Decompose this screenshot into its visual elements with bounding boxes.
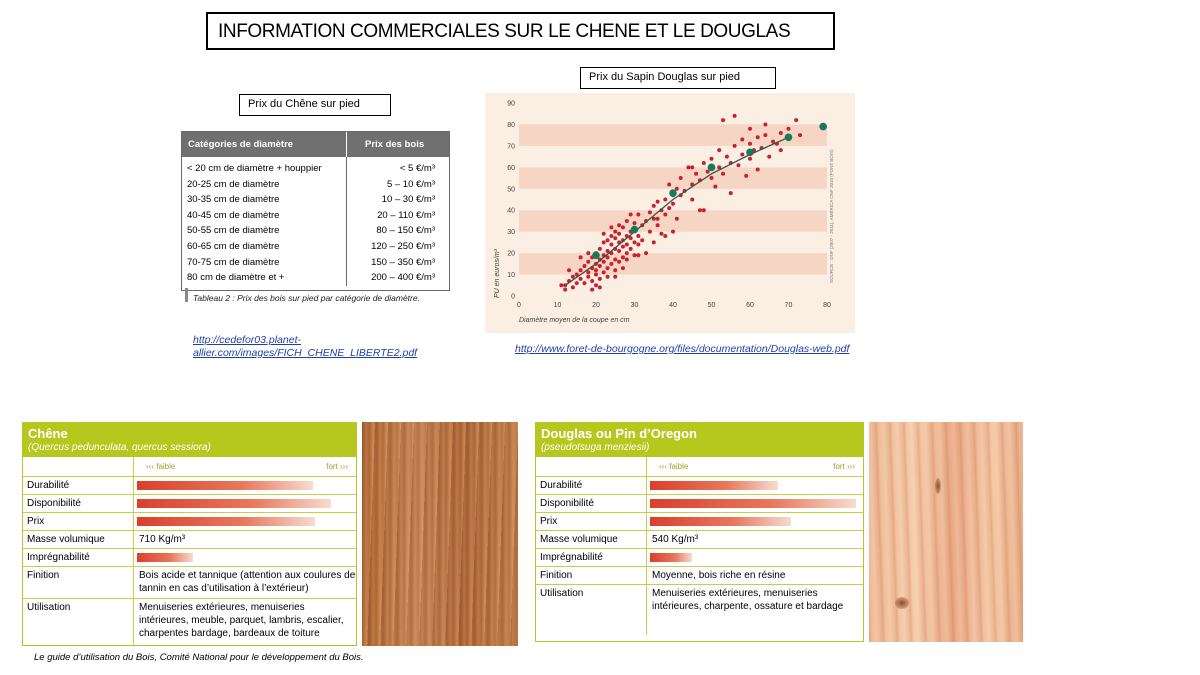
data-point bbox=[582, 264, 586, 268]
prop-label: Finition bbox=[23, 567, 134, 598]
data-point bbox=[579, 268, 583, 272]
data-point bbox=[606, 238, 610, 242]
data-point bbox=[559, 283, 563, 287]
wood-knot bbox=[895, 597, 909, 609]
data-point bbox=[748, 142, 752, 146]
data-point bbox=[571, 285, 575, 289]
mean-point bbox=[592, 251, 600, 259]
scale-row bbox=[536, 457, 863, 477]
data-point bbox=[617, 223, 621, 227]
table-header bbox=[182, 132, 449, 157]
finish-value: Moyenne, bois riche en résine bbox=[652, 570, 786, 581]
douglas-source-link[interactable]: http://www.foret-de-bourgogne.org/files/documentation/Douglas-web.pdf bbox=[515, 343, 850, 355]
data-point bbox=[652, 204, 656, 208]
data-point bbox=[644, 251, 648, 255]
data-point bbox=[648, 210, 652, 214]
data-point bbox=[702, 161, 706, 165]
density-value: 540 Kg/m³ bbox=[652, 534, 699, 545]
y-tick-label: 20 bbox=[507, 250, 515, 258]
data-point bbox=[625, 251, 629, 255]
data-point bbox=[717, 148, 721, 152]
prop-label: Utilisation bbox=[536, 585, 647, 635]
data-point bbox=[613, 268, 617, 272]
x-tick-label: 60 bbox=[746, 302, 754, 309]
data-point bbox=[779, 148, 783, 152]
table-cell: 30-35 cm de diamètre bbox=[187, 194, 280, 206]
data-point bbox=[736, 163, 740, 167]
chene-source-link[interactable]: http://cedefor03.planet-allier.com/images/FICH_CHENE_LIBERTE2.pdf bbox=[193, 334, 418, 359]
x-tick-label: 30 bbox=[630, 302, 639, 309]
data-point bbox=[636, 234, 640, 238]
availability-bar bbox=[137, 499, 331, 508]
data-point bbox=[633, 221, 637, 225]
mean-point bbox=[669, 189, 677, 197]
data-point bbox=[675, 217, 679, 221]
data-point bbox=[733, 114, 737, 118]
data-point bbox=[621, 225, 625, 229]
data-point bbox=[598, 247, 602, 251]
table-note: Tableau 2 : Prix des bois sur pied par catégorie de diamètre. bbox=[193, 293, 420, 303]
data-point bbox=[740, 137, 744, 141]
background-band bbox=[519, 253, 827, 274]
x-tick-label: 0 bbox=[517, 302, 521, 309]
data-point bbox=[633, 253, 637, 257]
x-axis-label: Diamètre moyen de la coupe en cm bbox=[519, 317, 630, 324]
chart-source: SOURCE : ONF (2007 - 2011), AMÉRICA ONF 2010 (PONT BOIS) bbox=[829, 149, 834, 283]
data-point bbox=[748, 157, 752, 161]
data-point bbox=[594, 273, 598, 277]
data-point bbox=[629, 247, 633, 251]
douglas-wood-image bbox=[869, 422, 1023, 642]
y-tick-label: 30 bbox=[507, 229, 515, 237]
card-header bbox=[23, 423, 356, 457]
data-point bbox=[686, 165, 690, 169]
prop-label: Disponibilité bbox=[23, 495, 134, 512]
mean-point bbox=[708, 164, 716, 172]
data-point bbox=[582, 281, 586, 285]
data-point bbox=[590, 279, 594, 283]
data-point bbox=[779, 131, 783, 135]
data-point bbox=[640, 238, 644, 242]
data-point bbox=[563, 288, 567, 292]
price-bar bbox=[137, 517, 315, 526]
table-cell: 80 – 150 €/m³ bbox=[376, 225, 435, 237]
data-point bbox=[767, 155, 771, 159]
data-point bbox=[602, 260, 606, 264]
prop-label: Disponibilité bbox=[536, 495, 647, 512]
data-point bbox=[617, 260, 621, 264]
scale-low-label: ‹‹‹ faible bbox=[659, 462, 689, 471]
table-cell: < 20 cm de diamètre + houppier bbox=[187, 163, 322, 174]
y-tick-label: 60 bbox=[507, 164, 515, 172]
usage-value: Menuiseries extérieures, menuiseries intérieures, meuble, parquet, lambris, escalier, charpentes bardage, bardeaux de toiture bbox=[139, 602, 344, 639]
y-axis-label: PU en euros/m³ bbox=[494, 248, 501, 298]
x-tick-label: 40 bbox=[669, 302, 677, 309]
note-marker bbox=[185, 288, 188, 302]
data-point bbox=[567, 268, 571, 272]
data-point bbox=[602, 270, 606, 274]
douglas-price-caption: Prix du Sapin Douglas sur pied bbox=[580, 67, 776, 89]
table-cell: 40-45 cm de diamètre bbox=[187, 209, 280, 221]
data-point bbox=[602, 240, 606, 244]
data-point bbox=[690, 165, 694, 169]
data-point bbox=[609, 234, 613, 238]
y-tick-label: 40 bbox=[507, 207, 515, 215]
prop-label: Imprégnabilité bbox=[23, 549, 134, 566]
diameter-column bbox=[182, 157, 347, 286]
prop-label: Durabilité bbox=[536, 477, 647, 494]
x-tick-label: 50 bbox=[707, 302, 716, 309]
data-point bbox=[698, 208, 702, 212]
data-point bbox=[571, 275, 575, 279]
background-band bbox=[519, 232, 827, 253]
scale-low-label: ‹‹‹ faible bbox=[146, 462, 176, 471]
data-point bbox=[602, 232, 606, 236]
data-point bbox=[748, 127, 752, 131]
data-point bbox=[710, 176, 714, 180]
scale-high-label: fort ››› bbox=[326, 462, 348, 471]
data-point bbox=[648, 230, 652, 234]
data-point bbox=[609, 243, 613, 247]
data-point bbox=[787, 127, 791, 131]
prop-label: Imprégnabilité bbox=[536, 549, 647, 566]
y-tick-label: 70 bbox=[507, 143, 515, 151]
prop-label: Masse volumique bbox=[536, 531, 647, 548]
table-cell: 60-65 cm de diamètre bbox=[187, 240, 280, 252]
durability-bar bbox=[137, 481, 313, 490]
mean-point bbox=[631, 226, 639, 234]
data-point bbox=[656, 217, 660, 221]
scale-high-label: fort ››› bbox=[833, 462, 855, 471]
table-cell: 20 – 110 €/m³ bbox=[377, 209, 435, 221]
chene-price-caption: Prix du Chêne sur pied bbox=[239, 94, 391, 116]
table-cell: 70-75 cm de diamètre bbox=[187, 256, 280, 268]
data-point bbox=[609, 225, 613, 229]
table-cell: 150 – 350 €/m³ bbox=[371, 256, 435, 268]
background-band bbox=[519, 103, 827, 124]
data-point bbox=[721, 118, 725, 122]
prop-label: Finition bbox=[536, 567, 647, 584]
y-tick-label: 80 bbox=[507, 121, 515, 129]
header-price: Prix des bois bbox=[365, 139, 425, 150]
table-cell: 10 – 30 €/m³ bbox=[381, 194, 435, 206]
data-point bbox=[671, 202, 675, 206]
wood-knot bbox=[935, 478, 941, 494]
page-title: INFORMATION COMMERCIALES SUR LE CHENE ET LE DOUGLAS bbox=[206, 12, 835, 50]
prop-label: Prix bbox=[536, 513, 647, 530]
data-point bbox=[659, 232, 663, 236]
data-point bbox=[590, 288, 594, 292]
data-point bbox=[663, 198, 667, 202]
data-point bbox=[598, 285, 602, 289]
data-point bbox=[586, 275, 590, 279]
table-cell: 120 – 250 €/m³ bbox=[371, 240, 435, 252]
card-header bbox=[536, 423, 863, 457]
data-point bbox=[586, 251, 590, 255]
mean-point bbox=[785, 134, 793, 142]
durability-bar bbox=[650, 481, 778, 490]
data-point bbox=[633, 240, 637, 244]
header-diameter: Catégories de diamètre bbox=[182, 132, 347, 157]
footer-source-note: Le guide d’utilisation du Bois, Comité National pour le développement du Bois. bbox=[34, 652, 364, 663]
wood-name: Chêne bbox=[28, 426, 68, 441]
data-point bbox=[606, 275, 610, 279]
scatter-plot bbox=[485, 93, 855, 333]
data-point bbox=[586, 260, 590, 264]
data-point bbox=[621, 266, 625, 270]
data-point bbox=[621, 255, 625, 259]
data-point bbox=[721, 172, 725, 176]
data-point bbox=[679, 176, 683, 180]
x-tick-label: 20 bbox=[592, 302, 600, 309]
data-point bbox=[579, 277, 583, 281]
prop-label: Masse volumique bbox=[23, 531, 134, 548]
data-point bbox=[729, 191, 733, 195]
price-column bbox=[347, 157, 449, 286]
table-cell: 5 – 10 €/m³ bbox=[386, 178, 435, 190]
table-cell: 80 cm de diamètre et + bbox=[187, 272, 285, 284]
data-point bbox=[625, 219, 629, 223]
prop-label: Durabilité bbox=[23, 477, 134, 494]
data-point bbox=[613, 275, 617, 279]
y-tick-label: 50 bbox=[507, 186, 515, 194]
table-cell: 200 – 400 €/m³ bbox=[371, 272, 435, 284]
table-cell: 50-55 cm de diamètre bbox=[187, 225, 280, 237]
y-tick-label: 10 bbox=[507, 272, 515, 280]
data-point bbox=[763, 133, 767, 137]
finish-value: Bois acide et tannique (attention aux coulures de tannin en cas d’utilisation à l’extérieur) bbox=[139, 570, 356, 594]
data-point bbox=[598, 277, 602, 281]
data-point bbox=[617, 249, 621, 253]
data-point bbox=[763, 122, 767, 126]
chene-price-table bbox=[181, 131, 450, 291]
data-point bbox=[671, 230, 675, 234]
impregnability-bar bbox=[137, 553, 193, 562]
data-point bbox=[656, 200, 660, 204]
impregnability-bar bbox=[650, 553, 692, 562]
data-point bbox=[798, 133, 802, 137]
price-bar bbox=[650, 517, 791, 526]
data-point bbox=[702, 208, 706, 212]
data-point bbox=[636, 213, 640, 217]
x-tick-label: 10 bbox=[553, 302, 562, 309]
y-tick-label: 0 bbox=[511, 293, 515, 301]
table-cell: 20-25 cm de diamètre bbox=[187, 178, 280, 190]
data-point bbox=[575, 281, 579, 285]
data-point bbox=[606, 266, 610, 270]
data-point bbox=[621, 245, 625, 249]
data-point bbox=[690, 198, 694, 202]
data-point bbox=[663, 213, 667, 217]
data-point bbox=[629, 213, 633, 217]
data-point bbox=[613, 230, 617, 234]
wood-name: Douglas ou Pin d’Oregon bbox=[541, 426, 697, 441]
chene-card bbox=[22, 422, 357, 646]
table-cell: < 5 €/m³ bbox=[399, 163, 435, 174]
data-point bbox=[656, 223, 660, 227]
oak-wood-image bbox=[362, 422, 518, 646]
wood-latin-name: (pseudotsuga menziesii) bbox=[541, 442, 650, 453]
data-point bbox=[579, 255, 583, 259]
data-point bbox=[710, 157, 714, 161]
data-point bbox=[625, 258, 629, 262]
wood-latin-name: (Quercus pedunculata, quercus sessiora) bbox=[28, 442, 211, 453]
data-point bbox=[667, 182, 671, 186]
background-band bbox=[519, 124, 827, 145]
data-point bbox=[636, 243, 640, 247]
douglas-price-chart bbox=[485, 93, 855, 333]
data-point bbox=[663, 234, 667, 238]
data-point bbox=[694, 172, 698, 176]
data-point bbox=[740, 152, 744, 156]
x-tick-label: 80 bbox=[823, 302, 831, 309]
data-point bbox=[733, 144, 737, 148]
mean-point bbox=[746, 149, 754, 157]
douglas-card bbox=[535, 422, 864, 642]
scale-row bbox=[23, 457, 356, 477]
mean-point bbox=[819, 123, 827, 131]
data-point bbox=[609, 262, 613, 266]
data-point bbox=[625, 243, 629, 247]
data-point bbox=[586, 270, 590, 274]
y-tick-label: 90 bbox=[507, 100, 515, 108]
x-tick-label: 70 bbox=[784, 302, 793, 309]
background-band bbox=[519, 210, 827, 231]
density-value: 710 Kg/m³ bbox=[139, 534, 186, 545]
data-point bbox=[713, 185, 717, 189]
data-point bbox=[756, 167, 760, 171]
availability-bar bbox=[650, 499, 856, 508]
data-point bbox=[652, 240, 656, 244]
data-point bbox=[613, 236, 617, 240]
data-point bbox=[598, 264, 602, 268]
data-point bbox=[744, 174, 748, 178]
data-point bbox=[636, 253, 640, 257]
data-point bbox=[594, 268, 598, 272]
background-band bbox=[519, 167, 827, 188]
usage-value: Menuiseries extérieures, menuiseries intérieures, charpente, ossature et bardage bbox=[652, 588, 844, 612]
prop-label: Prix bbox=[23, 513, 134, 530]
data-point bbox=[594, 283, 598, 287]
data-point bbox=[667, 206, 671, 210]
data-point bbox=[794, 118, 798, 122]
data-point bbox=[613, 258, 617, 262]
data-point bbox=[725, 155, 729, 159]
prop-label: Utilisation bbox=[23, 599, 134, 645]
data-point bbox=[756, 135, 760, 139]
data-point bbox=[617, 232, 621, 236]
